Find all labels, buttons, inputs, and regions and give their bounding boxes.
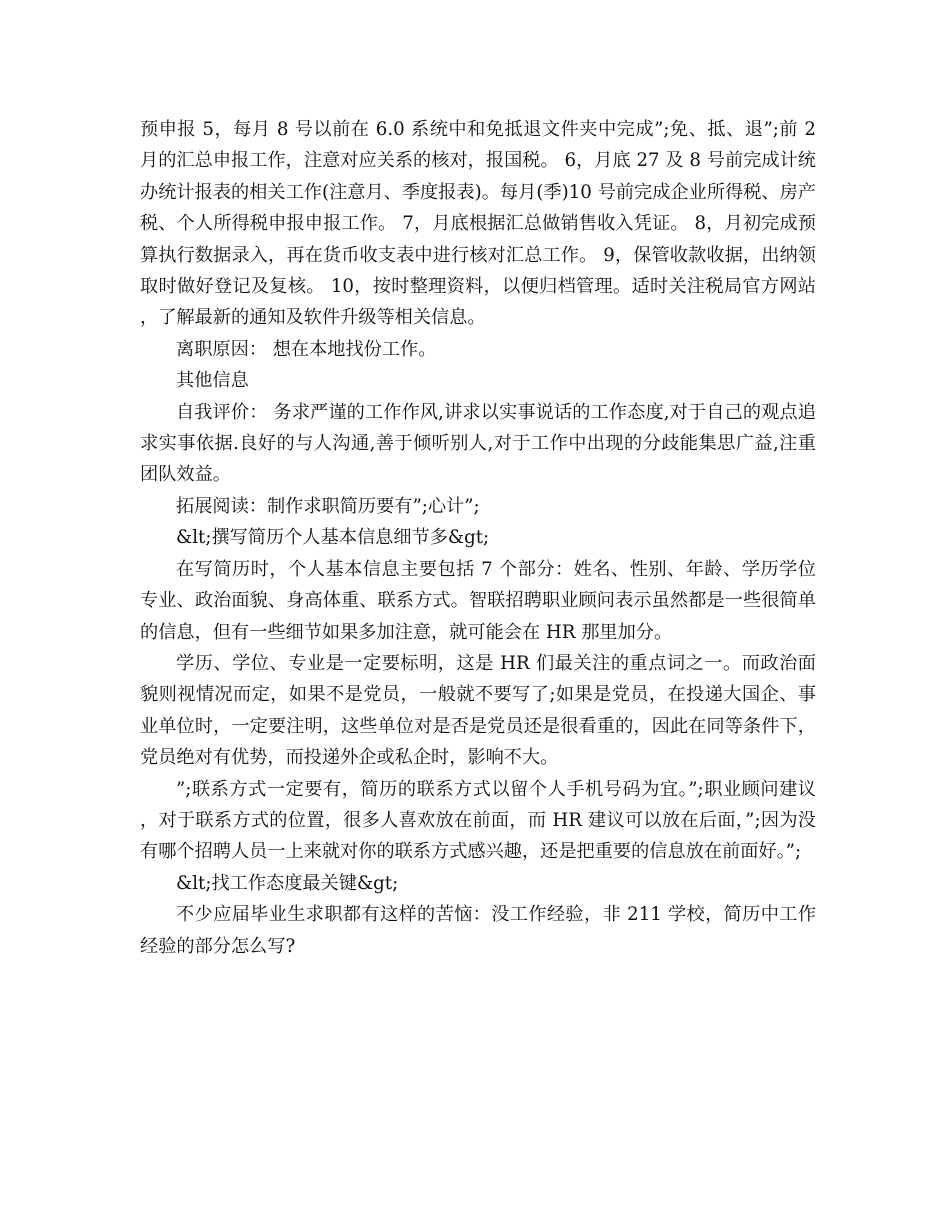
paragraph-graduates-question: 不少应届毕业生求职都有这样的苦恼：没工作经验，非 211 学校，简历中工作经验的部分怎么写? [140, 904, 816, 957]
paragraph-basic-info-heading: &lt;撰写简历个人基本信息细节多&gt; [176, 527, 490, 549]
paragraph-education-politics: 学历、学位、专业是一定要标明，这是 HR 们最关注的重点词之一。而政治面貌则视情况而定，如果不是党员，一般就不要写了;如果是党员，在投递大国企、事业单位时，一定要注明，这些单位对是否是党员还是很看重的，因此在同等条件下，党员绝对有优势，而投递外企或私企时，影响不大。 [140, 652, 816, 769]
document-body [140, 114, 816, 962]
paragraph-duties-continued: 预申报 5，每月 8 号以前在 6.0 系统中和免抵退文件夹中完成”;免、抵、退”;前 2 月的汇总申报工作，注意对应关系的核对，报国税。 6，月底 27 及 8 号前完成计统办统计报表的相关工作(注意月、季度报表)。每月(季)10 号前完成企业所得税、房产税、个人所得税申报申报工作。 7，月底根据汇总做销售收入凭证。 8，月初完成预算执行数据录入，再在货币收支表中进行核对汇总工作。 9，保管收款收据，出纳领取时做好登记及复核。 10，按时整理资料，以便归档管理。适时关注税局官方网站，了解最新的通知及软件升级等相关信息。 [140, 119, 816, 329]
paragraph-attitude-heading: &lt;找工作态度最关键&gt; [176, 872, 399, 894]
paragraph-extended-reading: 拓展阅读：制作求职简历要有”;心计”; [176, 495, 480, 517]
paragraph-leaving-reason: 离职原因： 想在本地找份工作。 [176, 338, 437, 360]
paragraph-basic-info: 在写简历时，个人基本信息主要包括 7 个部分：姓名、性别、年龄、学历学位专业、政治面貌、身高体重、联系方式。智联招聘职业顾问表示虽然都是一些很简单的信息，但有一些细节如果多加注意，就可能会在 HR 那里加分。 [140, 558, 816, 643]
paragraph-self-evaluation: 自我评价： 务求严谨的工作作风,讲求以实事说话的工作态度,对于自己的观点追求实事依据.良好的与人沟通,善于倾听别人,对于工作中出现的分歧能集思广益,注重团队效益。 [140, 401, 816, 486]
paragraph-contact-info: ”;联系方式一定要有，简历的联系方式以留个人手机号码为宜。”;职业顾问建议，对于联系方式的位置，很多人喜欢放在前面，而 HR 建议可以放在后面，”;因为没有哪个招聘人员一上来就对你的联系方式感兴趣，还是把重要的信息放在前面好。”; [140, 778, 816, 863]
paragraph-other-info-heading: 其他信息 [176, 370, 249, 392]
